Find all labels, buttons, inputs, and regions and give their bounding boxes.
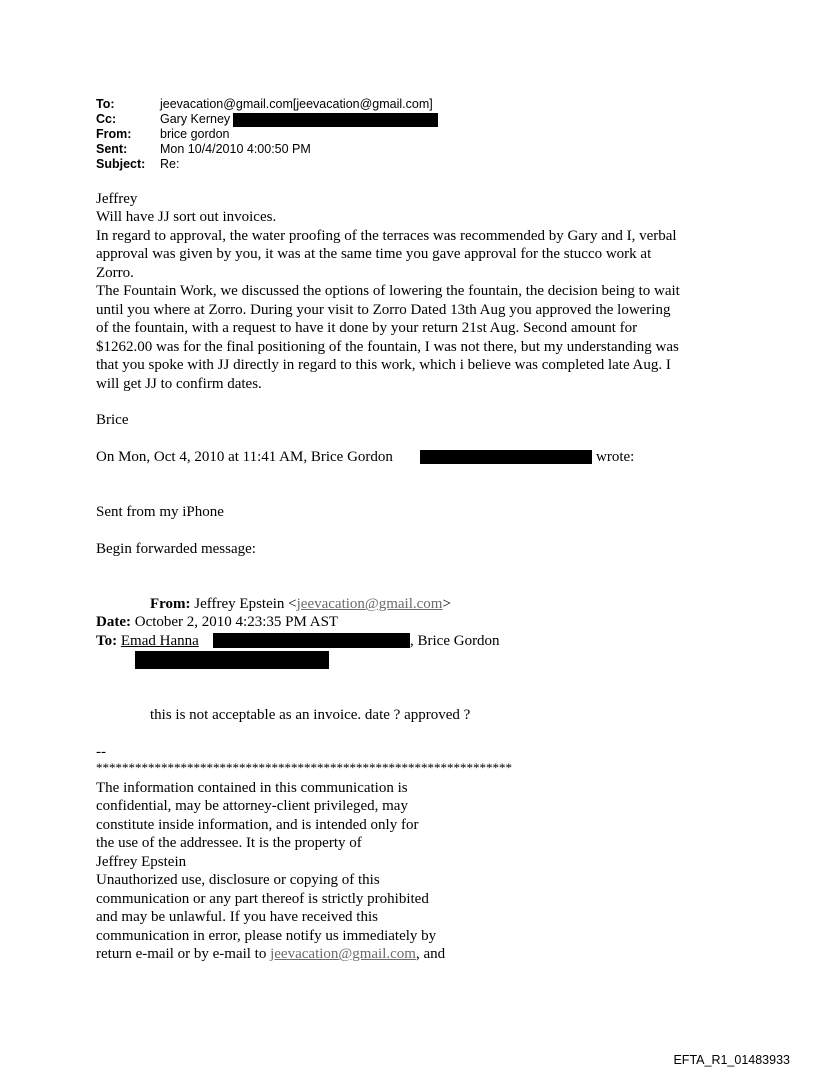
quote-intro: On Mon, Oct 4, 2010 at 11:41 AM, Brice Gordon [96, 449, 393, 465]
fwd-from-email-link[interactable]: jeevacation@gmail.com [296, 596, 443, 612]
fwd-to-label: To: [96, 633, 118, 649]
body-line: of the fountain, with a request to have it done by your return 21st Aug. Second amount for [96, 320, 638, 336]
disclaimer-last-suffix: , and [415, 946, 446, 962]
disclaimer-email-link[interactable]: jeevacation@gmail.com [270, 946, 416, 962]
document-id: EFTA_R1_01483933 [673, 1053, 790, 1067]
body-line: The Fountain Work, we discussed the options of lowering the fountain, the decision being to wait [96, 283, 680, 299]
fwd-from-name: Jeffrey Epstein < [194, 596, 297, 612]
body-line: approval was given by you, it was at the same time you gave approval for the stucco work at [96, 246, 652, 262]
disclaimer-line: and may be unlawful. If you have received this [96, 909, 378, 925]
disclaimer-line: constitute inside information, and is intended only for [96, 817, 419, 833]
redaction-box [233, 113, 438, 127]
disclaimer-line: Jeffrey Epstein [96, 854, 187, 870]
sent-from-iphone: Sent from my iPhone [96, 504, 224, 520]
subject-value: Re: [160, 157, 180, 171]
redaction-box [420, 450, 592, 464]
begin-forwarded: Begin forwarded message: [96, 541, 256, 557]
sent-value: Mon 10/4/2010 4:00:50 PM [160, 142, 311, 156]
redaction-box [135, 651, 329, 669]
fwd-to-line [96, 632, 199, 650]
from-value: brice gordon [160, 127, 230, 141]
fwd-date-value: October 2, 2010 4:23:35 PM AST [134, 614, 339, 630]
cc-value: Gary Kerney [160, 112, 231, 126]
fwd-from-close: > [442, 596, 451, 612]
fwd-to-name[interactable]: Emad Hanna [120, 633, 199, 649]
body-line: $1262.00 was for the final positioning of the fountain, I was not there, but my understanding was [96, 339, 679, 355]
body-line: until you where at Zorro. During your visit to Zorro Dated 13th Aug you approved the lowering [96, 302, 671, 318]
disclaimer-line: communication in error, please notify us immediately by [96, 928, 437, 944]
body-line: Jeffrey [96, 191, 138, 207]
disclaimer-last-line [96, 945, 445, 963]
body-line: In regard to approval, the water proofing of the terraces was recommended by Gary and I, verbal [96, 228, 677, 244]
fwd-message: this is not acceptable as an invoice. date ? approved ? [150, 707, 471, 723]
signoff: Brice [96, 412, 129, 428]
sig-stars: **************************************************************** [96, 760, 512, 775]
disclaimer-line: Unauthorized use, disclosure or copying of this [96, 872, 380, 888]
disclaimer-line: confidential, may be attorney-client privileged, may [96, 798, 408, 814]
body-line: Will have JJ sort out invoices. [96, 209, 277, 225]
subject-label: Subject: [96, 157, 146, 171]
disclaimer-last-prefix: return e-mail or by e-mail to [96, 946, 271, 962]
disclaimer-line: the use of the addressee. It is the property of [96, 835, 362, 851]
fwd-date-line [96, 613, 338, 631]
sent-label: Sent: [96, 142, 128, 156]
disclaimer-line: communication or any part thereof is strictly prohibited [96, 891, 429, 907]
fwd-from-label: From: [150, 596, 191, 612]
disclaimer-line: The information contained in this communication is [96, 780, 408, 796]
sig-dashes: -- [96, 744, 106, 760]
to-label: To: [96, 97, 115, 111]
quote-intro-suffix: wrote: [596, 449, 635, 465]
redaction-box [213, 633, 410, 648]
from-label: From: [96, 127, 132, 141]
fwd-from-line [150, 595, 451, 613]
fwd-to-rest: , Brice Gordon [410, 633, 500, 649]
body-line: that you spoke with JJ directly in regard to this work, which i believe was completed late Aug. I [96, 357, 671, 373]
cc-label: Cc: [96, 112, 117, 126]
fwd-date-label: Date: [96, 614, 131, 630]
body-line: Zorro. [96, 265, 134, 281]
to-value: jeevacation@gmail.com[jeevacation@gmail.com] [160, 97, 433, 111]
body-line: will get JJ to confirm dates. [96, 376, 262, 392]
